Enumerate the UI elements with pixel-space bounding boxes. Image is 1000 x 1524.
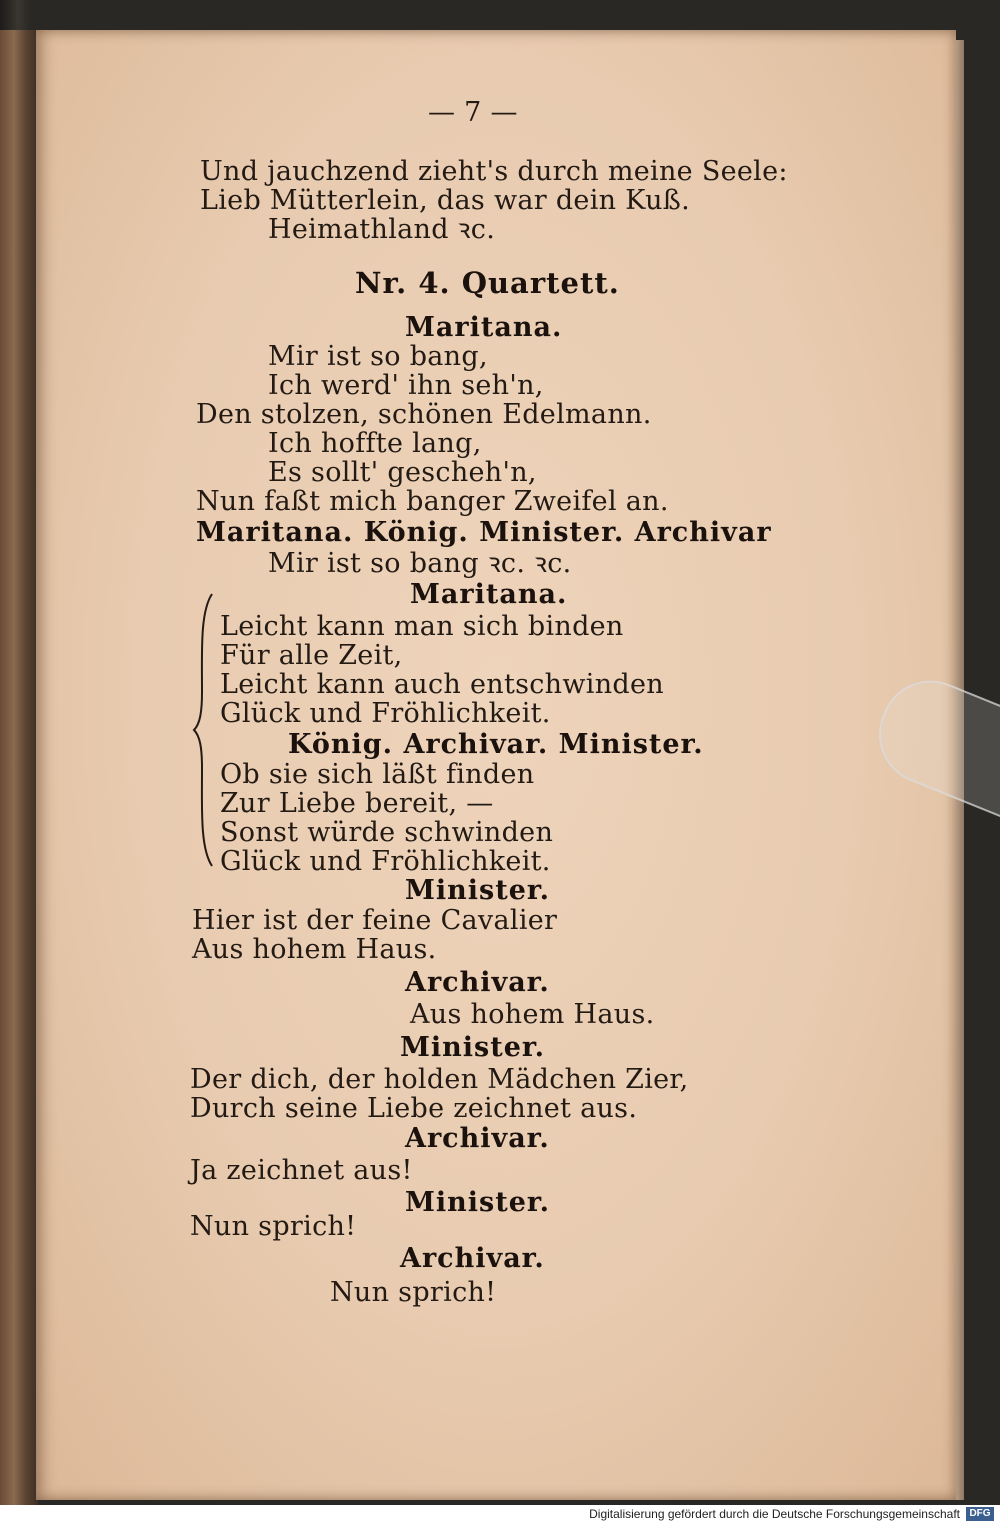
verse-line: Sonst würde schwinden [220, 817, 554, 848]
speaker-heading: Maritana. [410, 579, 568, 610]
verse-line: Glück und Fröhlichkeit. [220, 698, 551, 729]
verse-line: Den stolzen, schönen Edelmann. [196, 399, 652, 430]
verse-line: Leicht kann man sich binden [220, 611, 624, 642]
verse-line: Durch seine Liebe zeichnet aus. [190, 1093, 638, 1124]
speaker-heading: Minister. [405, 875, 551, 906]
page-number: — 7 — [428, 97, 518, 128]
verse-line: Und jauchzend zieht's durch meine Seele: [200, 156, 788, 187]
speaker-heading: Minister. [400, 1032, 546, 1063]
verse-line: Mir ist so bang ꝛc. ꝛc. [268, 548, 572, 579]
verse-line: Ob sie sich läßt finden [220, 759, 535, 790]
verse-line: Für alle Zeit, [220, 640, 403, 671]
verse-line: Der dich, der holden Mädchen Zier, [190, 1064, 689, 1095]
attribution-footer [0, 1505, 1000, 1524]
verse-line: Lieb Mütterlein, das war dein Kuß. [200, 185, 691, 216]
verse-line: Hier ist der feine Cavalier [192, 905, 558, 936]
section-title: Nr. 4. Quartett. [355, 266, 620, 300]
verse-line: Ja zeichnet aus! [190, 1155, 413, 1186]
speaker-heading: Archivar. [405, 1123, 550, 1154]
brace-bracket [192, 592, 216, 868]
verse-line: Heimathland ꝛc. [268, 214, 496, 245]
verse-line: Glück und Fröhlichkeit. [220, 846, 551, 877]
speaker-heading: Minister. [405, 1187, 551, 1218]
verse-line: Leicht kann auch entschwinden [220, 669, 664, 700]
verse-line: Nun sprich! [330, 1277, 497, 1308]
speaker-heading: Archivar. [400, 1243, 545, 1274]
speaker-heading: König. Archivar. Minister. [288, 729, 704, 760]
footer-text: Digitalisierung gefördert durch die Deutsche Forschungsgemeinschaft [589, 1507, 960, 1521]
speaker-heading: Maritana. [405, 312, 563, 343]
dfg-logo: DFG [966, 1507, 994, 1521]
book-spine [0, 30, 38, 1505]
verse-line: Aus hohem Haus. [410, 999, 655, 1030]
speaker-heading: Archivar. [405, 967, 550, 998]
verse-line: Zur Liebe bereit, — [220, 788, 494, 819]
verse-line: Ich hoffte lang, [268, 428, 482, 459]
verse-line: Nun faßt mich banger Zweifel an. [196, 486, 669, 517]
speaker-heading: Maritana. König. Minister. Archivar [196, 517, 772, 548]
verse-line: Aus hohem Haus. [192, 934, 437, 965]
verse-line: Nun sprich! [190, 1211, 357, 1242]
verse-line: Ich werd' ihn seh'n, [268, 370, 544, 401]
verse-line: Mir ist so bang, [268, 341, 488, 372]
verse-line: Es sollt' gescheh'n, [268, 457, 537, 488]
